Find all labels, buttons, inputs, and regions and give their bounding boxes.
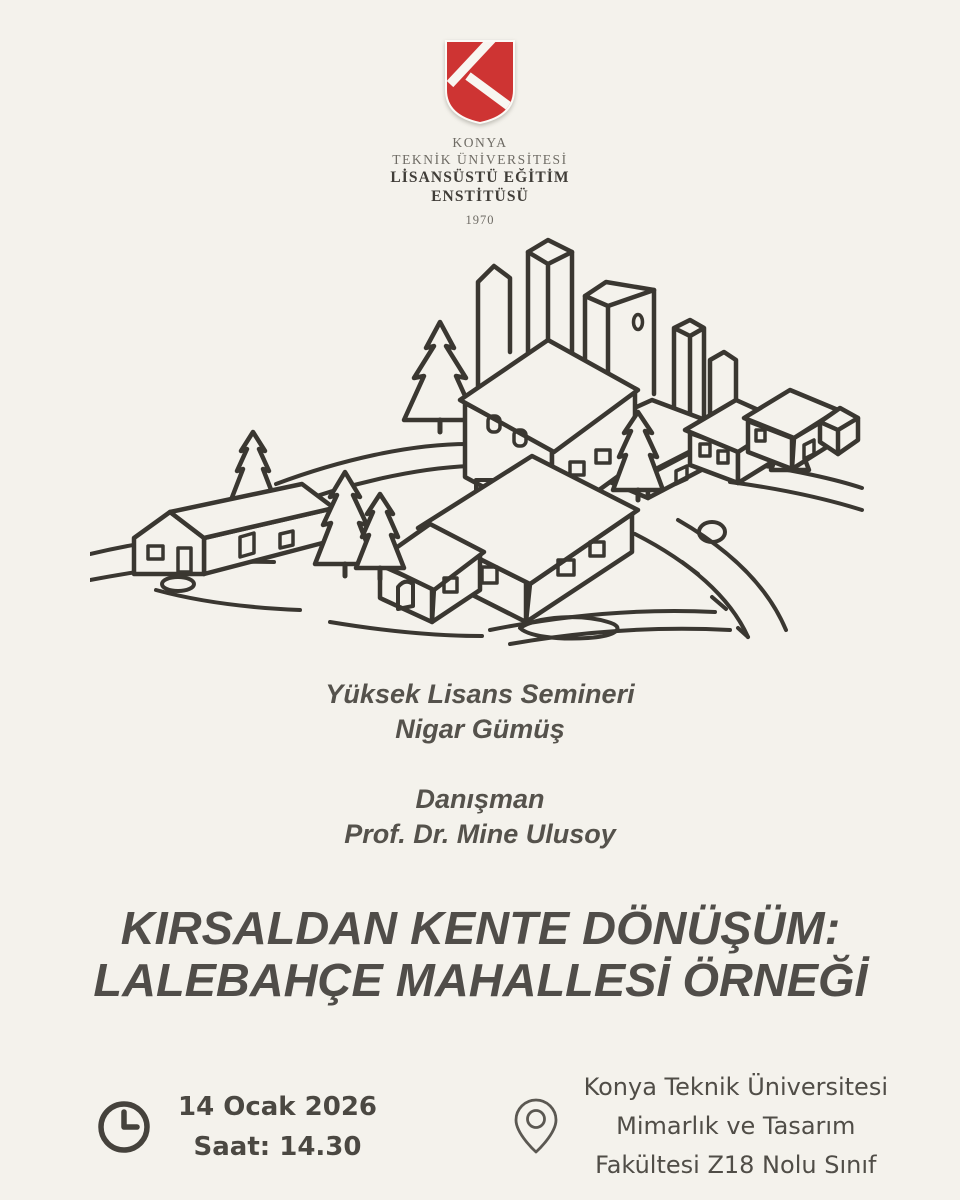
barn-sketch: [134, 484, 334, 574]
founding-year: 1970: [465, 213, 495, 227]
advisor-name: Prof. Dr. Mine Ulusoy: [344, 819, 616, 849]
location-group: [514, 1068, 888, 1185]
presenter-name: Nigar Gümüş: [395, 714, 565, 744]
institute-name-line2: ENSTİTÜSÜ: [431, 188, 529, 205]
event-time: Saat: 14.30: [193, 1131, 362, 1162]
seminar-info: [325, 677, 634, 852]
bush: [699, 522, 725, 542]
clock-icon: [96, 1099, 152, 1155]
village-illustration: [90, 232, 870, 647]
advisor-label: Danışman: [415, 784, 545, 814]
event-date: 14 Ocak 2026: [178, 1091, 377, 1122]
university-logo-block: [390, 38, 569, 228]
seminar-title-line2: LALEBAHÇE MAHALLESİ ÖRNEĞİ: [92, 954, 868, 1006]
university-name-line2: TEKNİK ÜNİVERSİTESİ: [392, 152, 568, 167]
seminar-type: Yüksek Lisans Semineri: [325, 679, 635, 709]
bush: [162, 577, 194, 591]
location-line2: Mimarlık ve Tasarım: [616, 1112, 856, 1140]
location-pin-icon: [514, 1098, 558, 1156]
university-name-line1: KONYA: [452, 135, 508, 150]
location-line3: Fakültesi Z18 Nolu Sınıf: [595, 1151, 877, 1179]
institute-name-line1: LİSANSÜSTÜ EĞİTİM: [390, 169, 570, 186]
datetime-group: [96, 1087, 377, 1167]
university-shield-logo: [441, 38, 519, 126]
seminar-title: [93, 902, 867, 1006]
pine-tree: [356, 494, 404, 568]
seminar-title-line1: KIRSALDAN KENTE DÖNÜŞÜM:: [120, 902, 840, 954]
location-line1: Konya Teknik Üniversitesi: [583, 1073, 888, 1101]
footer: [0, 1068, 960, 1185]
